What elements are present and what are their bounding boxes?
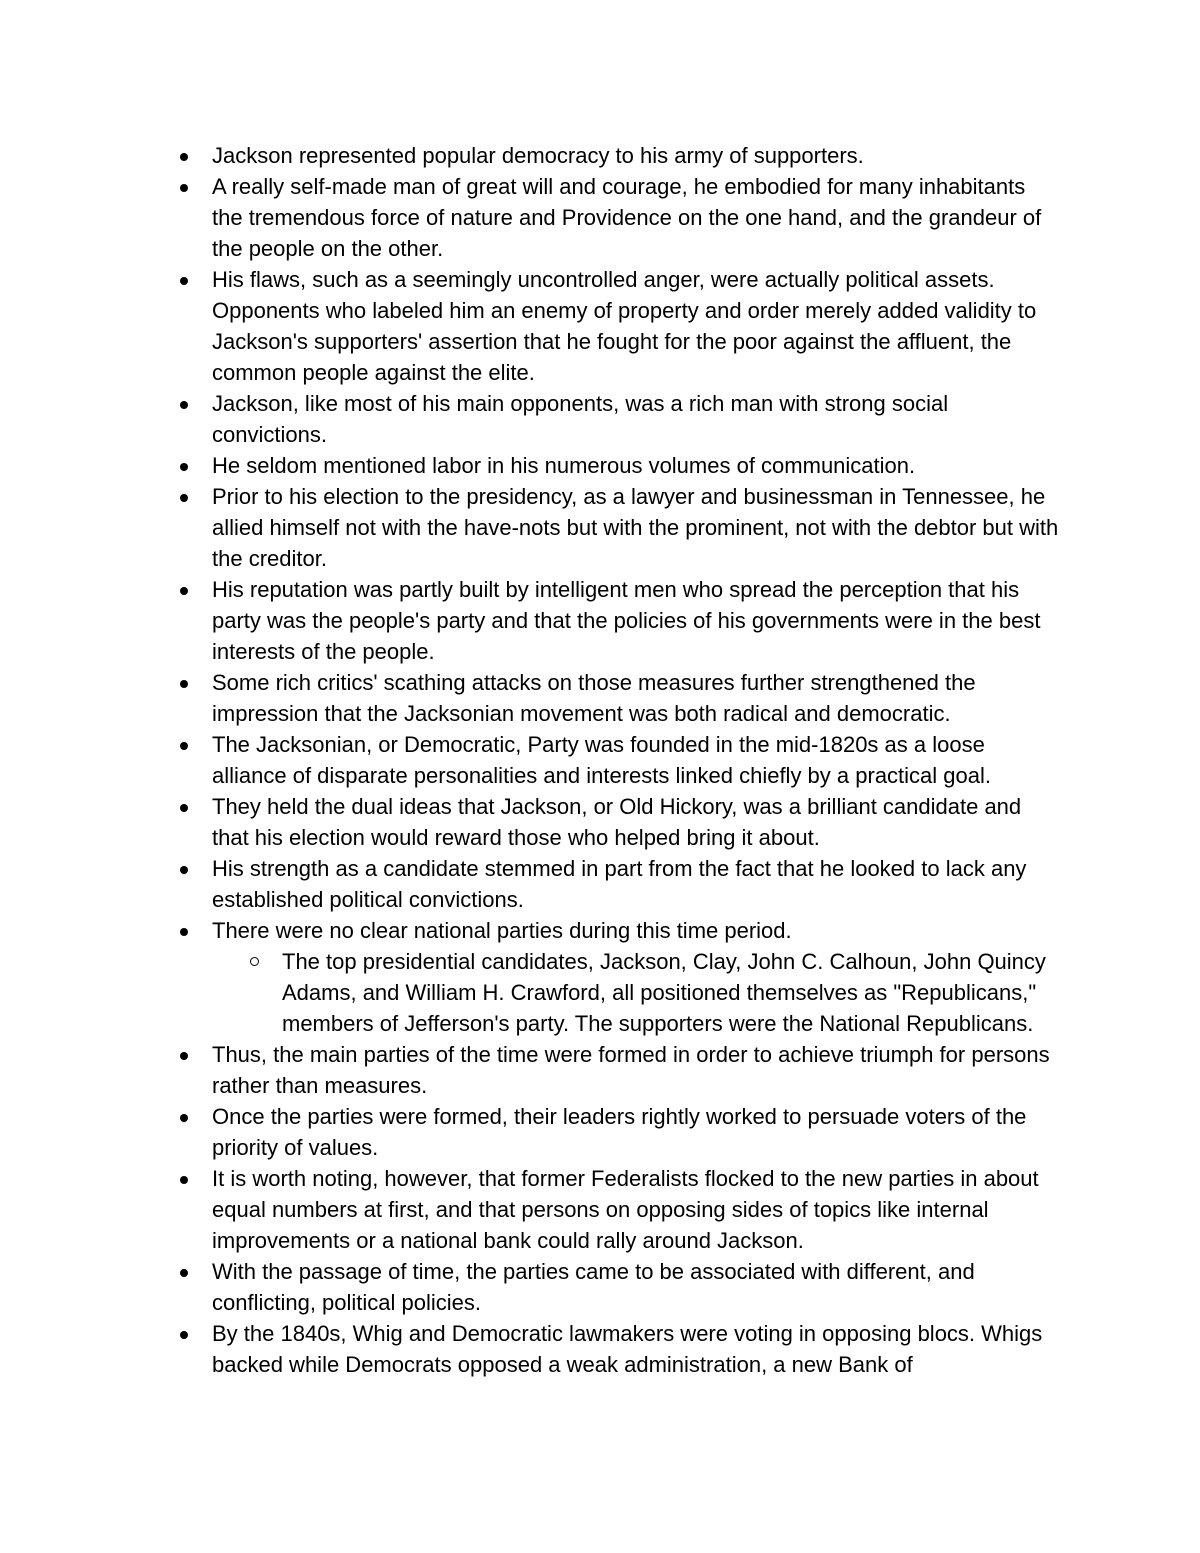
bullet-icon (180, 277, 188, 285)
list-item-text: Jackson, like most of his main opponents, was a rich man with strong social convictions. (212, 391, 949, 447)
list-item-text: He seldom mentioned labor in his numerous volumes of communication. (212, 453, 916, 478)
bullet-icon (180, 401, 188, 409)
list-item (0, 1163, 1200, 1256)
bullet-list (0, 140, 1200, 946)
list-item-text: Once the parties were formed, their leaders rightly worked to persuade voters of the priority of values. (212, 1104, 1027, 1160)
list-item (0, 264, 1200, 388)
list-item-text: With the passage of time, the parties came to be associated with different, and conflicting, political policies. (212, 1259, 975, 1315)
list-item-text: Jackson represented popular democracy to his army of supporters. (212, 143, 864, 168)
list-item-text: They held the dual ideas that Jackson, or Old Hickory, was a brilliant candidate and that his election would reward those who helped bring it about. (212, 794, 1022, 850)
list-item-text: By the 1840s, Whig and Democratic lawmakers were voting in opposing blocs. Whigs backed while Democrats opposed a weak administration, a new Bank of (212, 1321, 1043, 1377)
list-item-text: His strength as a candidate stemmed in part from the fact that he looked to lack any established political convictions. (212, 856, 1027, 912)
list-item (0, 481, 1200, 574)
bullet-icon (180, 153, 188, 161)
list-item (0, 915, 1200, 946)
list-item-text: Thus, the main parties of the time were formed in order to achieve triumph for persons rather than measures. (212, 1042, 1050, 1098)
bullet-icon (180, 928, 188, 936)
bullet-icon (180, 1052, 188, 1060)
list-item (0, 791, 1200, 853)
bullet-icon (180, 494, 188, 502)
list-item (0, 729, 1200, 791)
list-item (0, 140, 1200, 171)
bullet-icon (180, 1331, 188, 1339)
list-item-text: Some rich critics' scathing attacks on those measures further strengthened the impression that the Jacksonian movement was both radical and democratic. (212, 670, 976, 726)
list-item (0, 171, 1200, 264)
list-item (0, 574, 1200, 667)
bullet-icon (180, 587, 188, 595)
bullet-icon (180, 1114, 188, 1122)
list-item (0, 1256, 1200, 1318)
sub-list-item-text: The top presidential candidates, Jackson, Clay, John C. Calhoun, John Quincy Adams, and William H. Crawford, all positioned themselves as "Republicans," members of Jefferson's party. The supporters were the National Republicans. (282, 949, 1046, 1036)
bullet-icon (180, 463, 188, 471)
list-item-text: His reputation was partly built by intelligent men who spread the perception that his party was the people's party and that the policies of his governments were in the best interests of the people. (212, 577, 1041, 664)
bullet-icon (180, 804, 188, 812)
list-item (0, 1318, 1200, 1380)
list-item-text: A really self-made man of great will and courage, he embodied for many inhabitants the tremendous force of nature and Providence on the one hand, and the grandeur of the people on the other. (212, 174, 1042, 261)
list-item-text: His flaws, such as a seemingly uncontrolled anger, were actually political assets. Opponents who labeled him an enemy of property and order merely added validity to Jackson's supporters' assertion that he fought for the poor against the affluent, the common people against the elite. (212, 267, 1037, 385)
bullet-icon (180, 866, 188, 874)
list-item (0, 667, 1200, 729)
list-item-text: The Jacksonian, or Democratic, Party was founded in the mid-1820s as a loose alliance of disparate personalities and interests linked chiefly by a practical goal. (212, 732, 991, 788)
bullet-icon (180, 184, 188, 192)
sub-bullet-list (0, 946, 1200, 1039)
list-item-text: Prior to his election to the presidency, as a lawyer and businessman in Tennessee, he allied himself not with the have-nots but with the prominent, not with the debtor but with the creditor. (212, 484, 1059, 571)
hollow-bullet-icon (250, 957, 259, 966)
list-item (0, 1039, 1200, 1101)
bullet-icon (180, 1176, 188, 1184)
list-item (0, 388, 1200, 450)
page-content (0, 140, 1200, 1380)
bullet-icon (180, 1269, 188, 1277)
bullet-icon (180, 680, 188, 688)
list-item (0, 450, 1200, 481)
list-item (0, 853, 1200, 915)
bullet-icon (180, 742, 188, 750)
list-item-text: There were no clear national parties during this time period. (212, 918, 792, 943)
list-item (0, 1101, 1200, 1163)
sub-list-item (0, 946, 1200, 1039)
bullet-list-continued (0, 1039, 1200, 1380)
list-item-text: It is worth noting, however, that former Federalists flocked to the new parties in about equal numbers at first, and that persons on opposing sides of topics like internal improvements or a national bank could rally around Jackson. (212, 1166, 1039, 1253)
